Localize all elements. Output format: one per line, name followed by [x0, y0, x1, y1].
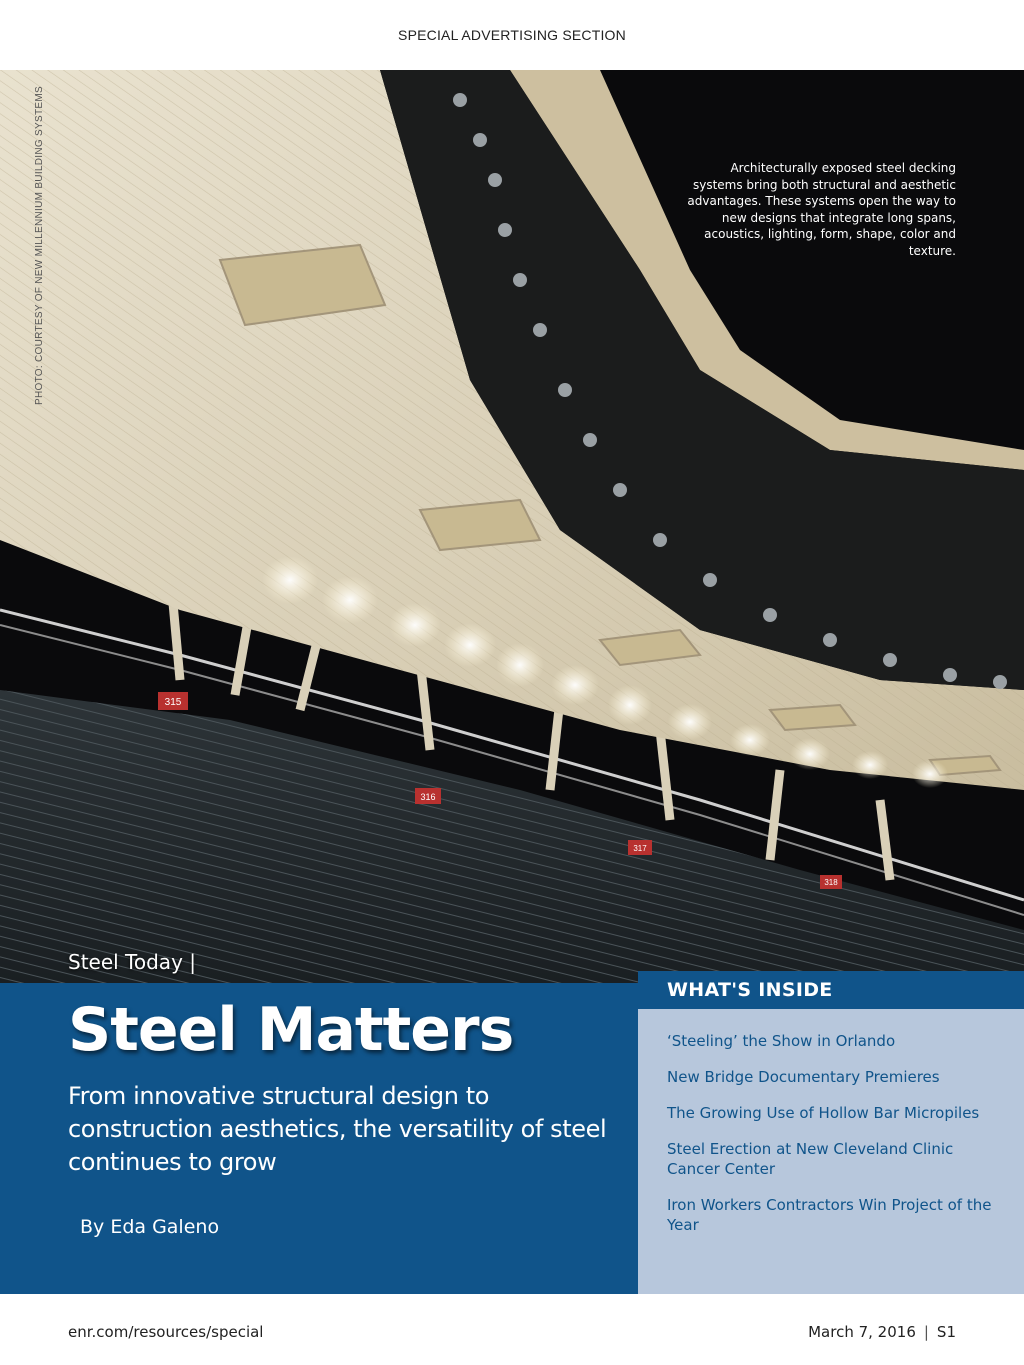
section-number: 318 — [824, 878, 838, 887]
special-advertising-header: SPECIAL ADVERTISING SECTION — [398, 27, 626, 43]
inside-item[interactable]: ‘Steeling’ the Show in Orlando — [667, 1032, 896, 1050]
article-deck: From innovative structural design to construction aesthetics, the versatility of steel continues to grow — [68, 1082, 607, 1176]
article-title: Steel Matters — [68, 995, 514, 1065]
page-number: S1 — [936, 1323, 956, 1341]
footer-url[interactable]: enr.com/resources/special — [68, 1323, 264, 1341]
inside-item[interactable]: Steel Erection at New Cleveland Clinic Cancer Center — [667, 1140, 954, 1178]
whats-inside-box — [638, 1009, 1024, 1294]
photo-credit: PHOTO: COURTESY OF NEW MILLENNIUM BUILDING SYSTEMS — [34, 86, 45, 405]
series-label: Steel Today | — [68, 950, 196, 974]
footer-separator: | — [923, 1323, 929, 1341]
footer-date: March 7, 2016 — [808, 1323, 916, 1341]
inside-item[interactable]: The Growing Use of Hollow Bar Micropiles — [667, 1104, 980, 1122]
photo-caption: Architecturally exposed steel decking systems bring both structural and aesthetic advantages. These systems open the way to new designs that integrate long spans, acoustics, lighting, form, shape, color and texture. — [687, 161, 956, 258]
whats-inside-heading: WHAT'S INSIDE — [638, 971, 1024, 1009]
footer-page-info — [808, 1323, 956, 1341]
section-number: 317 — [633, 844, 647, 853]
inside-item[interactable]: New Bridge Documentary Premieres — [667, 1068, 940, 1086]
byline: By Eda Galeno — [80, 1216, 220, 1238]
whats-inside-list — [667, 1031, 997, 1251]
section-number: 316 — [420, 792, 436, 802]
section-number: 315 — [164, 697, 182, 708]
inside-item[interactable]: Iron Workers Contractors Win Project of the Year — [667, 1196, 992, 1234]
stadium-photo — [0, 70, 1024, 983]
